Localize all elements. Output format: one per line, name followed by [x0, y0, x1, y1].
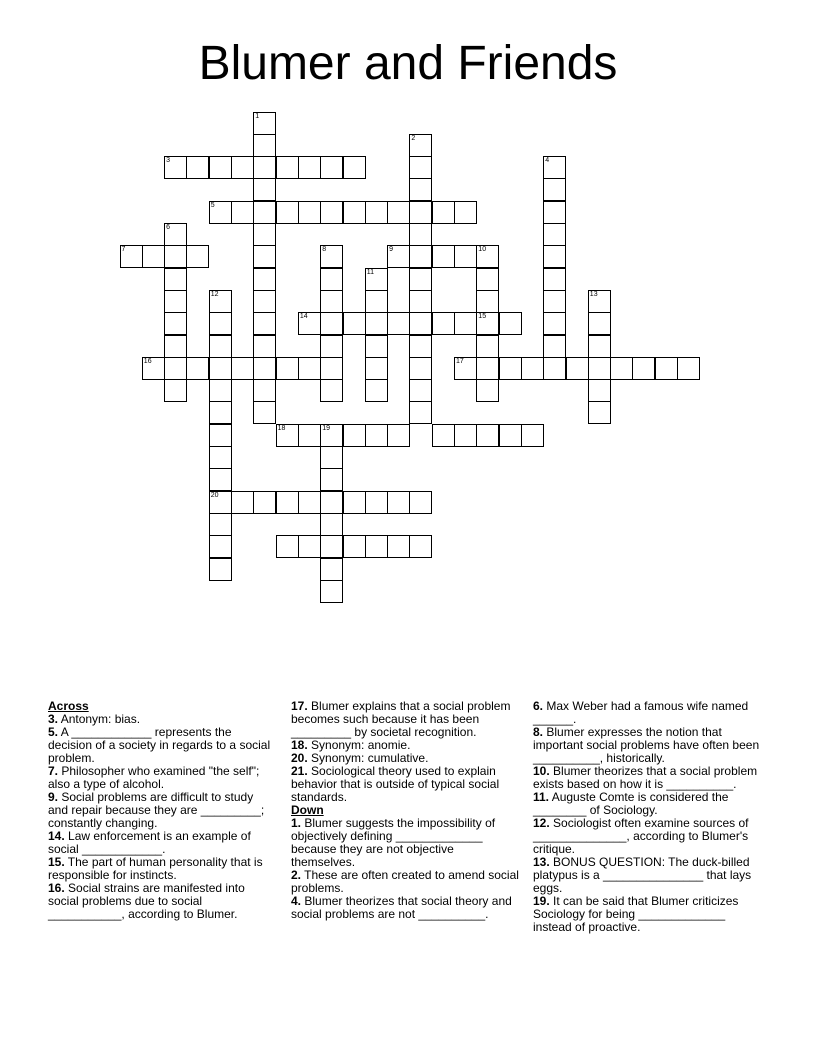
clue	[533, 856, 761, 895]
grid-cell[interactable]	[454, 201, 477, 224]
grid-cell[interactable]	[231, 201, 254, 224]
across-clue-list	[48, 713, 276, 921]
grid-cell[interactable]	[499, 424, 522, 447]
grid-cell[interactable]	[387, 201, 410, 224]
grid-cell[interactable]	[543, 312, 566, 335]
grid-cell[interactable]	[409, 357, 432, 380]
grid-cell[interactable]	[164, 156, 187, 179]
grid-cell[interactable]	[454, 357, 477, 380]
grid-cell[interactable]	[387, 245, 410, 268]
clue	[533, 726, 761, 765]
clue-text: It can be said that Blumer criticizes Sociology for being _____________ instead of proactive.	[533, 894, 739, 934]
grid-cell[interactable]	[209, 424, 232, 447]
grid-cell[interactable]	[499, 312, 522, 335]
grid-cell[interactable]	[655, 357, 678, 380]
grid-cell[interactable]	[476, 312, 499, 335]
clue-number: 4	[545, 157, 550, 165]
grid-cell[interactable]	[588, 357, 611, 380]
grid-cell[interactable]	[142, 245, 165, 268]
clue-text: Social strains are manifested into social problems due to social ___________, according to Blumer.	[48, 881, 245, 921]
grid-cell[interactable]	[409, 312, 432, 335]
clue-number: 5	[210, 201, 215, 209]
grid-cell[interactable]	[209, 558, 232, 581]
clue-number: 16	[143, 357, 152, 365]
grid-cell[interactable]	[409, 491, 432, 514]
clue-number: 3	[166, 157, 170, 165]
grid-cell[interactable]	[409, 223, 432, 246]
grid-cell[interactable]	[253, 312, 276, 335]
grid-cell[interactable]	[588, 290, 611, 313]
grid-cell[interactable]	[320, 535, 343, 558]
clue-number-label: 7.	[48, 764, 59, 778]
clue	[291, 869, 519, 895]
grid-cell[interactable]	[320, 513, 343, 536]
clue-number-label: 5.	[48, 725, 59, 739]
grid-cell[interactable]	[632, 357, 655, 380]
grid-cell[interactable]	[409, 201, 432, 224]
grid-cell[interactable]	[276, 201, 299, 224]
clue-text: A ____________ represents the decision of a society in regards to a social problem.	[48, 725, 271, 765]
grid-cell[interactable]	[476, 245, 499, 268]
grid-cell[interactable]	[253, 134, 276, 157]
grid-cell[interactable]	[164, 379, 187, 402]
clue-number: 11	[366, 268, 375, 276]
grid-cell[interactable]	[320, 312, 343, 335]
grid-cell[interactable]	[409, 290, 432, 313]
grid-cell[interactable]	[476, 379, 499, 402]
grid-cell[interactable]	[432, 312, 455, 335]
grid-cell[interactable]	[209, 290, 232, 313]
grid-cell[interactable]	[409, 178, 432, 201]
grid-cell[interactable]	[253, 401, 276, 424]
grid-cell[interactable]	[365, 201, 388, 224]
clue-text: Blumer expresses the notion that important social problems have often been __________, historically.	[533, 725, 760, 765]
clue-text: Sociological theory used to explain behavior that is outside of typical social standards.	[291, 764, 500, 804]
grid-cell[interactable]	[543, 357, 566, 380]
grid-cell[interactable]	[186, 156, 209, 179]
grid-cell[interactable]	[320, 424, 343, 447]
grid-cell[interactable]	[521, 357, 544, 380]
grid-cell[interactable]	[409, 245, 432, 268]
clue-number: 12	[210, 290, 219, 298]
clue-number: 7	[121, 246, 126, 254]
grid-cell[interactable]	[253, 201, 276, 224]
clue-number: 13	[589, 290, 598, 298]
clue-number: 20	[210, 491, 219, 499]
clue-number: 19	[322, 424, 330, 432]
grid-cell[interactable]	[298, 312, 321, 335]
grid-cell[interactable]	[164, 290, 187, 313]
grid-cell[interactable]	[432, 245, 455, 268]
clue-text: Blumer theorizes that social theory and social problems are not __________.	[291, 894, 512, 921]
page-title: Blumer and Friends	[198, 37, 618, 90]
grid-cell[interactable]	[320, 335, 343, 358]
grid-cell[interactable]	[454, 245, 477, 268]
grid-cell[interactable]	[276, 491, 299, 514]
grid-cell[interactable]	[365, 424, 388, 447]
grid-cell[interactable]	[387, 491, 410, 514]
clue	[533, 895, 761, 934]
grid-cell[interactable]	[253, 223, 276, 246]
clue-text: Social problems are difficult to study and repair because they are _________; constantly changing.	[48, 790, 265, 830]
grid-cell[interactable]	[320, 580, 343, 603]
grid-cell[interactable]	[432, 201, 455, 224]
grid-cell[interactable]	[543, 201, 566, 224]
clue-number: 14	[299, 313, 308, 321]
clue-number: 6	[166, 224, 170, 231]
grid-cell[interactable]	[209, 468, 232, 491]
grid-cell[interactable]	[476, 335, 499, 358]
clues-column-2	[291, 700, 519, 921]
grid-cell[interactable]	[164, 223, 187, 246]
grid-cell[interactable]	[343, 424, 366, 447]
grid-cell[interactable]	[476, 268, 499, 291]
clue-number-label: 6.	[533, 699, 544, 713]
grid-cell[interactable]	[588, 335, 611, 358]
grid-cell[interactable]	[409, 268, 432, 291]
clue-text: Philosopher who examined "the self"; also a type of alcohol.	[48, 764, 260, 791]
clue-number-label: 12.	[533, 816, 550, 830]
down-clue-list-cont	[533, 700, 761, 934]
clue-number: 1	[255, 112, 260, 120]
clue-number-label: 17.	[291, 699, 308, 713]
clue	[48, 882, 276, 921]
grid-cell[interactable]	[409, 335, 432, 358]
grid-cell[interactable]	[543, 156, 566, 179]
grid-cell[interactable]	[298, 491, 321, 514]
grid-cell[interactable]	[365, 491, 388, 514]
grid-cell[interactable]	[231, 491, 254, 514]
grid-cell[interactable]	[387, 535, 410, 558]
clue-number: 15	[478, 313, 487, 321]
grid-cell[interactable]	[209, 513, 232, 536]
grid-cell[interactable]	[365, 290, 388, 313]
grid-cell[interactable]	[253, 268, 276, 291]
grid-cell[interactable]	[231, 357, 254, 380]
grid-cell[interactable]	[476, 424, 499, 447]
clue-text: Auguste Comte is considered the ________ of Sociology.	[533, 790, 729, 817]
grid-cell[interactable]	[209, 357, 232, 380]
grid-cell[interactable]	[164, 335, 187, 358]
clue-number: 9	[389, 246, 393, 254]
clue-number: 17	[456, 357, 464, 365]
grid-cell[interactable]	[543, 245, 566, 268]
grid-cell[interactable]	[253, 245, 276, 268]
clue-text: Synonym: anomie.	[307, 738, 411, 752]
grid-cell[interactable]	[276, 156, 299, 179]
clue-number-label: 10.	[533, 764, 550, 778]
down-clue-list	[291, 817, 519, 921]
grid-cell[interactable]	[409, 379, 432, 402]
clue-number-label: 18.	[291, 738, 308, 752]
grid-cell[interactable]	[320, 357, 343, 380]
clue	[48, 726, 276, 765]
grid-cell[interactable]	[298, 156, 321, 179]
grid-cell[interactable]	[320, 491, 343, 514]
clue	[48, 765, 276, 791]
grid-cell[interactable]	[543, 290, 566, 313]
grid-cell[interactable]	[298, 201, 321, 224]
clue-text: Sociologist often examine sources of ______________, according to Blumer's critique.	[533, 816, 749, 856]
grid-cell[interactable]	[209, 491, 232, 514]
grid-cell[interactable]	[588, 401, 611, 424]
clue-text: BONUS QUESTION: The duck-billed platypus is a _______________ that lays eggs.	[533, 855, 752, 895]
grid-cell[interactable]	[409, 401, 432, 424]
grid-cell[interactable]	[387, 424, 410, 447]
grid-cell[interactable]	[298, 424, 321, 447]
grid-cell[interactable]	[231, 156, 254, 179]
grid-cell[interactable]	[253, 335, 276, 358]
grid-cell[interactable]	[142, 357, 165, 380]
grid-cell[interactable]	[276, 535, 299, 558]
grid-cell[interactable]	[409, 134, 432, 157]
grid-cell[interactable]	[209, 201, 232, 224]
across-heading: Across	[48, 699, 89, 713]
across-clue-list-cont	[291, 700, 519, 804]
clue-number-label: 2.	[291, 868, 302, 882]
grid-cell[interactable]	[186, 245, 209, 268]
clue-number-label: 8.	[533, 725, 544, 739]
clue-number-label: 20.	[291, 751, 308, 765]
grid-cell[interactable]	[543, 335, 566, 358]
grid-cell[interactable]	[588, 312, 611, 335]
clue-number-label: 3.	[48, 712, 59, 726]
clues-column-3	[533, 700, 761, 934]
grid-cell[interactable]	[365, 335, 388, 358]
clue-text: Synonym: cumulative.	[307, 751, 429, 765]
grid-cell[interactable]	[209, 379, 232, 402]
clue-text: These are often created to amend social problems.	[291, 868, 519, 895]
grid-cell[interactable]	[365, 357, 388, 380]
grid-cell[interactable]	[120, 245, 143, 268]
grid-cell[interactable]	[253, 178, 276, 201]
grid-cell[interactable]	[365, 312, 388, 335]
grid-cell[interactable]	[164, 357, 187, 380]
grid-cell[interactable]	[253, 290, 276, 313]
grid-cell[interactable]	[276, 424, 299, 447]
clue-text: Blumer suggests the impossibility of objectively defining _____________ because they are not objective themselves.	[291, 816, 496, 869]
clue-number-label: 15.	[48, 855, 65, 869]
grid-cell[interactable]	[164, 245, 187, 268]
clue-number: 18	[277, 424, 286, 432]
clue-text: Antonym: bias.	[58, 712, 141, 726]
clue-text: Blumer theorizes that a social problem exists based on how it is __________.	[533, 764, 758, 791]
grid-cell[interactable]	[476, 357, 499, 380]
grid-cell[interactable]	[409, 156, 432, 179]
grid-cell[interactable]	[209, 535, 232, 558]
grid-cell[interactable]	[253, 156, 276, 179]
clue	[48, 791, 276, 830]
grid-cell[interactable]	[253, 379, 276, 402]
clue-number-label: 13.	[533, 855, 550, 869]
grid-cell[interactable]	[320, 379, 343, 402]
clue-number-label: 9.	[48, 790, 59, 804]
clue	[291, 895, 519, 921]
clue	[291, 700, 519, 739]
grid-cell[interactable]	[521, 424, 544, 447]
grid-cell[interactable]	[253, 491, 276, 514]
grid-cell[interactable]	[298, 535, 321, 558]
clue	[533, 791, 761, 817]
grid-cell[interactable]	[320, 558, 343, 581]
clue-number-label: 19.	[533, 894, 550, 908]
clue-text: Max Weber had a famous wife named ______.	[533, 699, 749, 726]
grid-cell[interactable]	[320, 245, 343, 268]
clue-number-label: 4.	[291, 894, 302, 908]
clue	[291, 817, 519, 869]
down-heading: Down	[291, 803, 324, 817]
grid-cell[interactable]	[343, 535, 366, 558]
grid-cell[interactable]	[343, 156, 366, 179]
clue-number-label: 21.	[291, 764, 308, 778]
grid-cell[interactable]	[543, 268, 566, 291]
grid-cell[interactable]	[320, 268, 343, 291]
grid-cell[interactable]	[365, 268, 388, 291]
clue-number-label: 1.	[291, 816, 302, 830]
clue	[533, 700, 761, 726]
grid-cell[interactable]	[588, 379, 611, 402]
grid-cell[interactable]	[320, 468, 343, 491]
grid-cell[interactable]	[209, 401, 232, 424]
grid-cell[interactable]	[409, 535, 432, 558]
clue-number-label: 14.	[48, 829, 65, 843]
grid-cell[interactable]	[432, 424, 455, 447]
grid-cell[interactable]	[610, 357, 633, 380]
clue-text: Blumer explains that a social problem becomes such because it has been _________ by societal recognition.	[291, 699, 511, 739]
grid-cell[interactable]	[164, 268, 187, 291]
grid-cell[interactable]	[320, 446, 343, 469]
clue-text: The part of human personality that is responsible for instincts.	[48, 855, 263, 882]
grid-cell[interactable]	[276, 357, 299, 380]
grid-cell[interactable]	[343, 312, 366, 335]
grid-cell[interactable]	[543, 223, 566, 246]
clue	[533, 765, 761, 791]
grid-cell[interactable]	[566, 357, 589, 380]
clue	[291, 765, 519, 804]
grid-cell[interactable]	[320, 201, 343, 224]
grid-cell[interactable]	[387, 312, 410, 335]
grid-cell[interactable]	[365, 379, 388, 402]
clue-number-label: 16.	[48, 881, 65, 895]
grid-cell[interactable]	[209, 335, 232, 358]
grid-cell[interactable]	[543, 178, 566, 201]
grid-cell[interactable]	[209, 156, 232, 179]
clue-number-label: 11.	[533, 790, 550, 804]
grid-cell[interactable]	[499, 357, 522, 380]
clue-text: Law enforcement is an example of social ____________.	[48, 829, 251, 856]
grid-cell[interactable]	[320, 290, 343, 313]
grid-cell[interactable]	[253, 112, 276, 135]
grid-cell[interactable]	[320, 156, 343, 179]
grid-cell[interactable]	[476, 290, 499, 313]
grid-cell[interactable]	[454, 312, 477, 335]
clue-number: 10	[478, 246, 487, 254]
grid-cell[interactable]	[298, 357, 321, 380]
grid-cell[interactable]	[209, 446, 232, 469]
grid-cell[interactable]	[253, 357, 276, 380]
grid-cell[interactable]	[186, 357, 209, 380]
grid-cell[interactable]	[365, 535, 388, 558]
grid-cell[interactable]	[677, 357, 700, 380]
clue	[48, 856, 276, 882]
clue-number: 8	[322, 246, 327, 254]
clue	[533, 817, 761, 856]
grid-cell[interactable]	[164, 312, 187, 335]
grid-cell[interactable]	[209, 312, 232, 335]
clue-number: 2	[411, 134, 416, 142]
clues-column-1	[48, 700, 276, 921]
clue	[48, 830, 276, 856]
grid-cell[interactable]	[454, 424, 477, 447]
grid-cell[interactable]	[343, 491, 366, 514]
grid-cell[interactable]	[343, 201, 366, 224]
